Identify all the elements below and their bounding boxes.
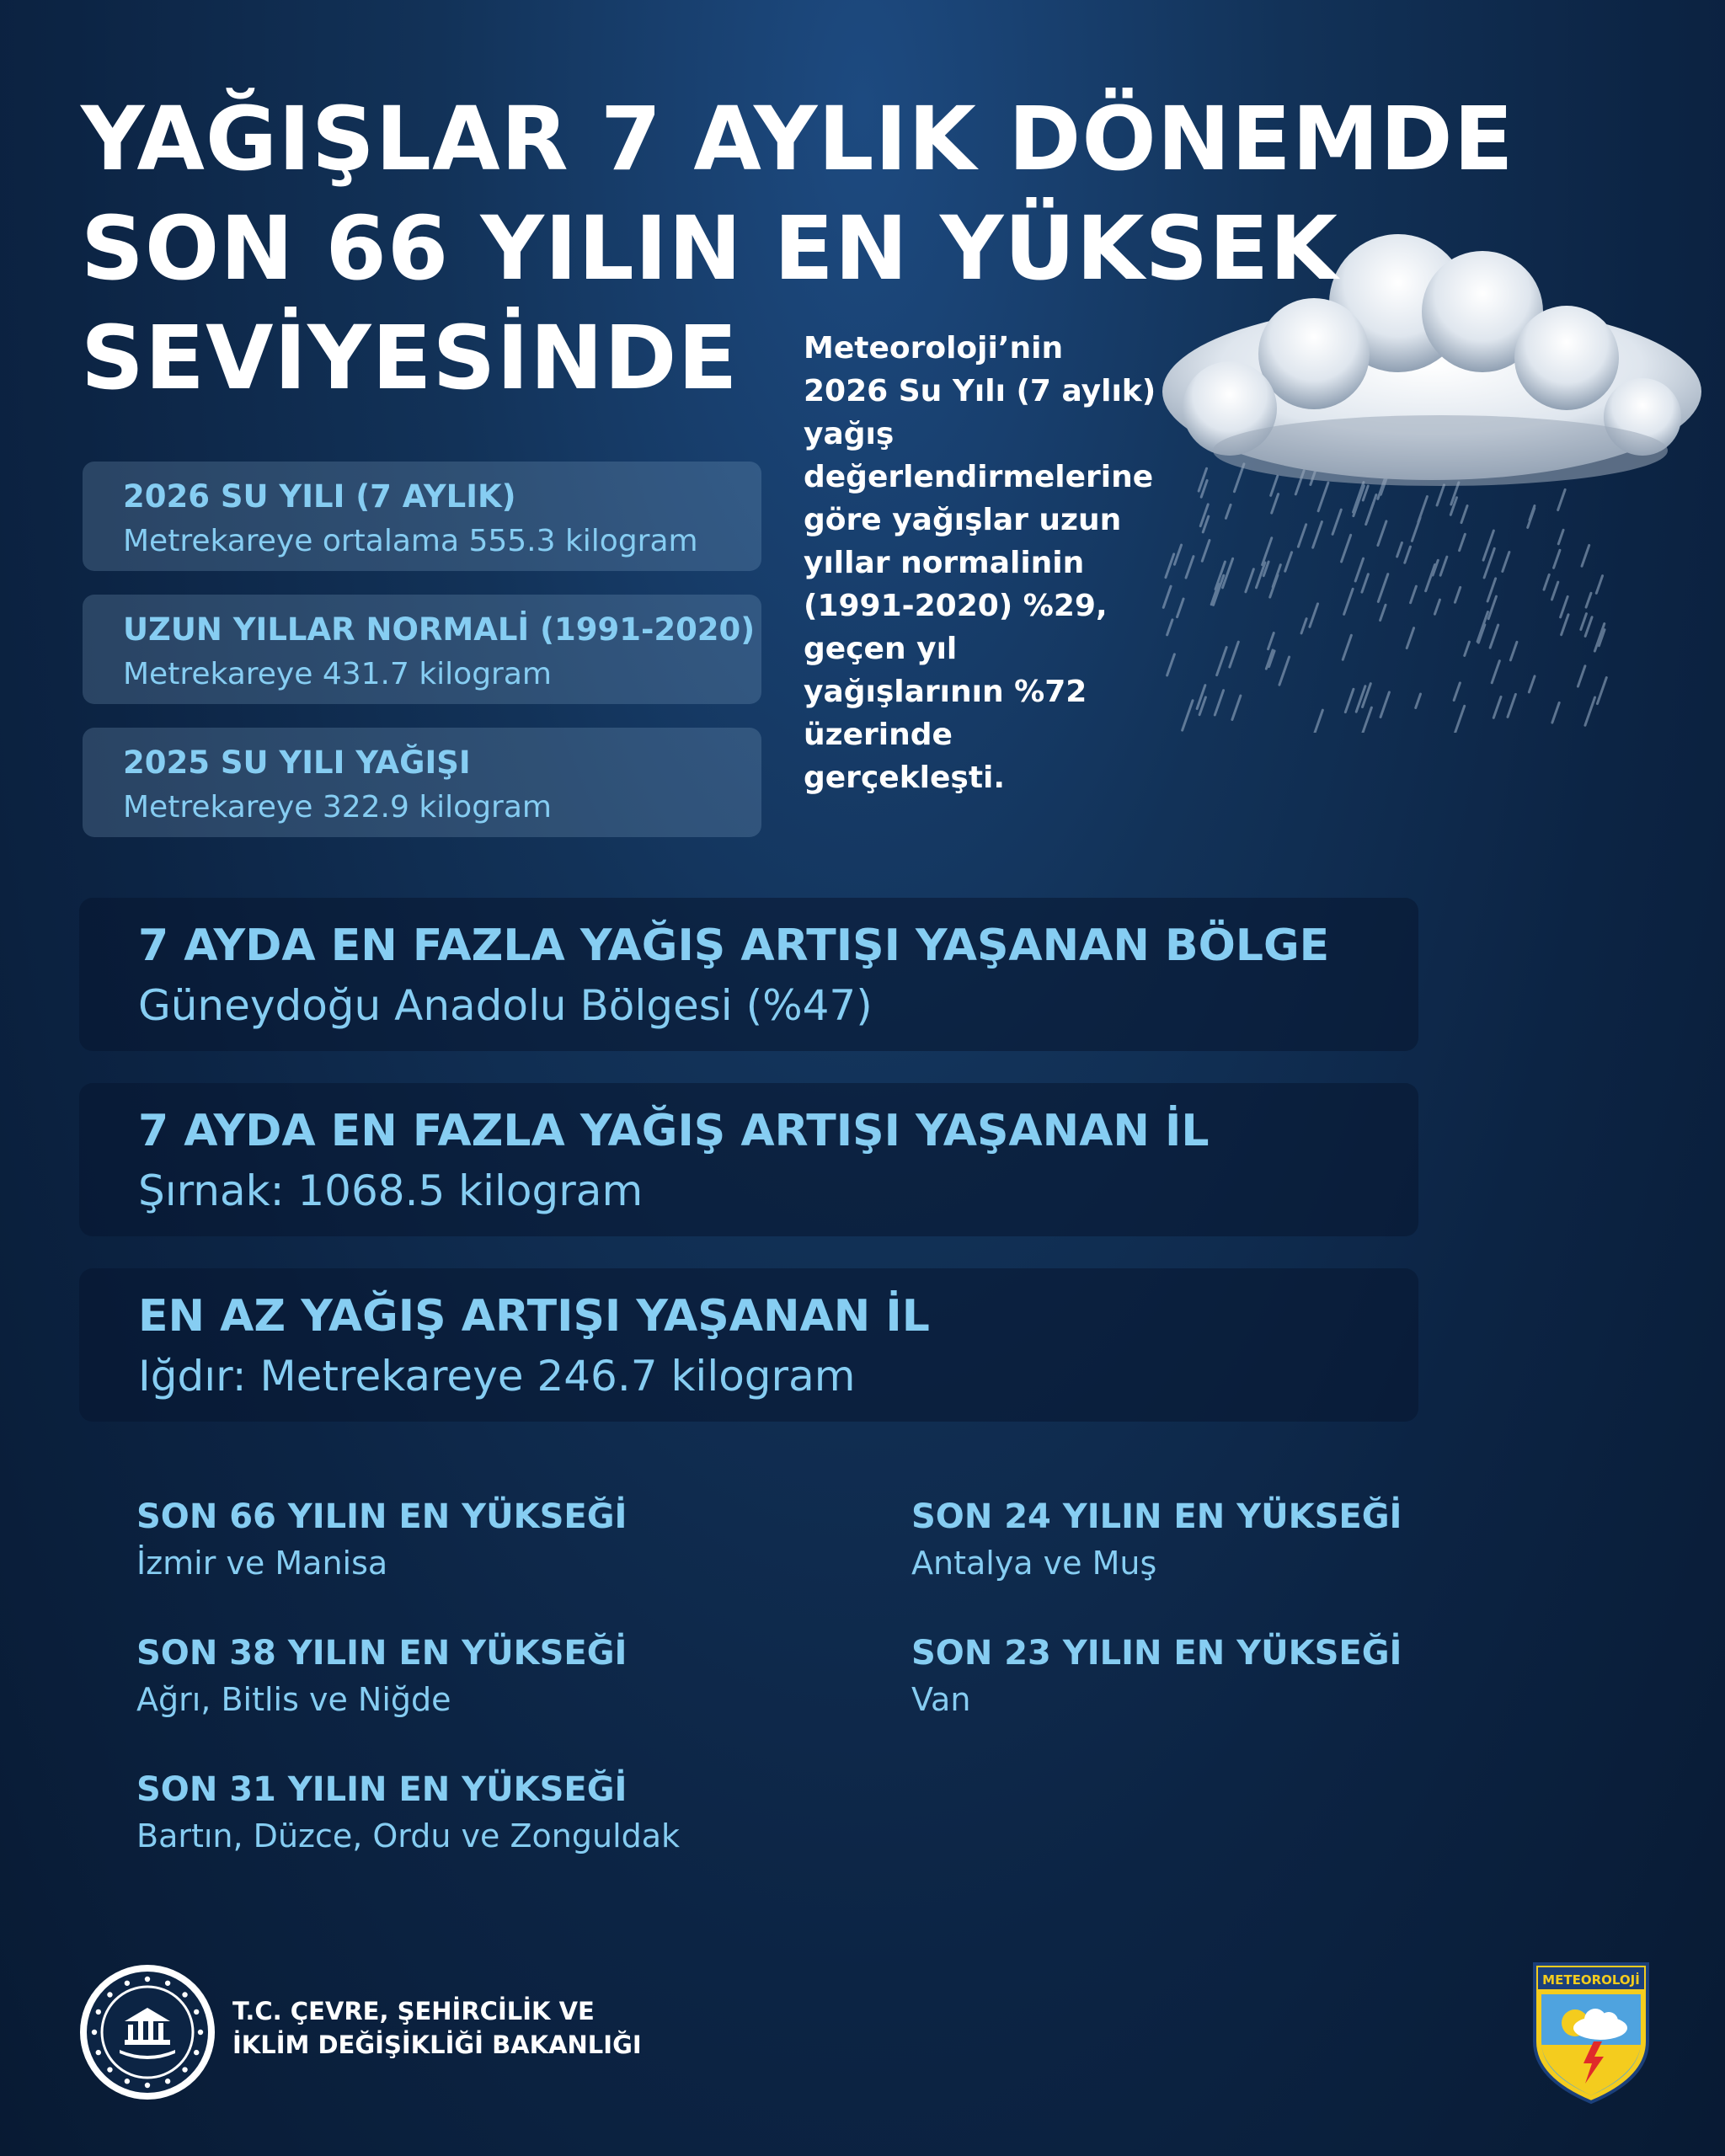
rain-streak — [1381, 605, 1386, 620]
highlight-heading: EN AZ YAĞIŞ ARTIŞI YAŞANAN İL — [138, 1291, 930, 1342]
rain-streak — [1313, 522, 1322, 548]
record-item — [136, 1492, 627, 1585]
seal-star — [92, 2030, 97, 2035]
seal-star — [194, 2009, 199, 2015]
rain-streak — [1271, 476, 1278, 495]
record-value: Van — [911, 1681, 971, 1718]
seal-star — [96, 2050, 101, 2055]
seal-star — [165, 1981, 170, 1986]
ministry-name — [232, 1994, 642, 2062]
rain-streak — [1362, 707, 1372, 733]
info-box-value: Metrekareye 431.7 kilogram — [123, 657, 552, 691]
rain-streak — [1246, 569, 1253, 592]
info-box-normal — [83, 595, 761, 704]
rain-streak — [1163, 586, 1171, 607]
rain-streak — [1426, 565, 1435, 591]
seal-star — [194, 2050, 199, 2055]
rain-streak — [1493, 696, 1501, 718]
rain-streak — [1492, 661, 1499, 683]
record-value: Antalya ve Muş — [911, 1545, 1157, 1582]
rain-streak — [1597, 678, 1606, 704]
seal-star — [125, 1981, 130, 1986]
rain-streak — [1342, 535, 1351, 562]
rain-streak — [1508, 694, 1515, 717]
rain-streak — [1345, 689, 1354, 712]
rain-streak — [1465, 642, 1470, 655]
rain-streak — [1585, 617, 1592, 637]
rain-streak — [1272, 494, 1279, 514]
rain-streak — [1234, 464, 1243, 492]
title-line: SON 66 YILIN EN YÜKSEK — [81, 197, 1338, 300]
rain-streak — [1455, 706, 1465, 733]
record-item — [911, 1629, 1402, 1721]
title-line: YAĞIŞLAR 7 AYLIK DÖNEMDE — [81, 88, 1514, 190]
highlight-value: Iğdır: Metrekareye 246.7 kilogram — [138, 1352, 856, 1401]
rain-streak — [1298, 525, 1306, 547]
info-box-heading: 2026 SU YILI (7 AYLIK) — [123, 478, 516, 515]
title-line: SEVİYESİNDE — [81, 307, 739, 409]
rain-streak — [1578, 666, 1584, 686]
seal-star — [165, 2079, 170, 2084]
highlight-province-min — [79, 1268, 1418, 1422]
rain-streak — [1440, 557, 1447, 575]
rain-streak — [1558, 489, 1565, 510]
record-value: Bartın, Düzce, Ordu ve Zonguldak — [136, 1817, 681, 1854]
rain-streak — [1232, 696, 1241, 719]
rain-streak — [1285, 552, 1292, 571]
rain-streak — [1215, 691, 1223, 715]
rain-streak — [1366, 503, 1374, 525]
info-box-2026 — [83, 462, 761, 571]
info-box-heading: UZUN YILLAR NORMALİ (1991-2020) — [123, 611, 756, 648]
rain-streak — [1581, 614, 1587, 630]
info-box-2025 — [83, 728, 761, 837]
info-box-value: Metrekareye ortalama 555.3 kilogram — [123, 524, 698, 558]
seal-star — [107, 2067, 112, 2072]
rain-streak — [1477, 611, 1487, 641]
ministry-seal-icon — [77, 1962, 217, 2102]
rain-streak — [1586, 593, 1591, 607]
highlight-heading: 7 AYDA EN FAZLA YAĞIŞ ARTIŞI YAŞANAN İL — [138, 1106, 1210, 1156]
rain-streak — [1562, 615, 1568, 635]
rain-streak — [1378, 521, 1386, 546]
rain-streak — [1434, 600, 1439, 614]
record-item — [136, 1765, 680, 1858]
rain-streak — [1226, 504, 1231, 518]
seal-star — [145, 2083, 150, 2088]
info-box-heading: 2025 SU YILI YAĞIŞI — [123, 744, 471, 781]
rain-streak — [1344, 589, 1354, 614]
rain-streak — [1354, 483, 1364, 512]
rain-streak — [1529, 676, 1535, 692]
rain-streak — [1461, 506, 1467, 523]
rain-streak — [1411, 586, 1417, 603]
highlight-province-max — [79, 1083, 1418, 1236]
rain-streak — [1166, 554, 1174, 578]
met-logo-text: METEOROLOJİ — [1542, 1972, 1640, 1988]
rain-streak — [1313, 710, 1322, 733]
rain-streak — [1585, 697, 1595, 725]
rain-streak — [1510, 642, 1517, 660]
rain-streak — [1551, 582, 1557, 600]
record-heading: SON 23 YILIN EN YÜKSEĞİ — [911, 1634, 1402, 1673]
record-value: İzmir ve Manisa — [136, 1545, 388, 1582]
rain-streak — [1167, 654, 1175, 675]
rain-streak — [1561, 596, 1568, 616]
record-heading: SON 24 YILIN EN YÜKSEĞİ — [911, 1497, 1402, 1536]
rain-streak — [1301, 619, 1306, 633]
rain-streak — [1332, 510, 1341, 534]
rain-streak — [1405, 547, 1411, 563]
seal-star — [182, 2067, 187, 2072]
rain-streak — [1582, 545, 1589, 566]
rain-streak — [1268, 633, 1274, 649]
meteoroloji-shield-icon — [1531, 1961, 1651, 2105]
rain-streak — [1355, 558, 1363, 581]
rain-streak — [1362, 574, 1368, 592]
rain-streak — [1416, 694, 1421, 707]
highlight-value: Şırnak: 1068.5 kilogram — [138, 1166, 644, 1215]
record-item — [136, 1629, 627, 1721]
rain-streak — [1310, 604, 1318, 627]
record-heading: SON 66 YILIN EN YÜKSEĞİ — [136, 1497, 628, 1536]
rain-streak — [1460, 534, 1466, 550]
rain-streak — [1263, 538, 1272, 565]
rain-streak — [1544, 574, 1549, 590]
rain-streak — [1437, 485, 1444, 505]
rain-streak — [1503, 552, 1509, 572]
highlight-value: Güneydoğu Anadolu Bölgesi (%47) — [138, 981, 873, 1030]
seal-star — [145, 1977, 150, 1982]
rain-streak — [1487, 579, 1495, 601]
rain-streak — [1343, 635, 1351, 659]
rain-streak — [1397, 542, 1402, 556]
seal-star — [125, 2079, 130, 2084]
rain-streak — [1378, 574, 1387, 602]
ministry-name-line: İKLİM DEĞİŞİKLİĞİ BAKANLIĞI — [232, 2031, 642, 2059]
ministry-name-line: T.C. ÇEVRE, ŞEHİRCİLİK VE — [232, 1997, 595, 2025]
rain-streak — [1318, 483, 1328, 511]
info-box-value: Metrekareye 322.9 kilogram — [123, 790, 552, 825]
record-heading: SON 38 YILIN EN YÜKSEĞİ — [136, 1634, 628, 1673]
rain-streak — [1230, 642, 1238, 667]
rain-streak — [1178, 599, 1184, 617]
rain-streak — [1558, 530, 1563, 543]
summary-paragraph: Meteoroloji’nin 2026 Su Yılı (7 aylık) yağış değerlendirmelerine göre yağışlar uzun yıllar normalinin (1991-2020) %29, geçen yıl yağışlarının %72 üzerinde gerçekleşti. — [804, 331, 1156, 795]
rain-streak — [1273, 565, 1280, 587]
rain-streak — [1167, 620, 1172, 635]
rain-streak — [1183, 701, 1193, 730]
rain-streak — [1279, 657, 1290, 685]
rain-streak — [1528, 509, 1535, 528]
rain-streak — [1217, 648, 1227, 675]
rain-streak — [1554, 550, 1560, 568]
seal-star — [96, 2009, 101, 2015]
seal-star — [198, 2030, 203, 2035]
seal-star — [182, 1992, 187, 1997]
rain-streak — [1488, 596, 1496, 619]
rain-streak — [1596, 576, 1602, 594]
rain-streak — [1454, 683, 1460, 701]
record-value: Ağrı, Bitlis ve Niğde — [136, 1681, 451, 1718]
rain-streak — [1174, 545, 1181, 564]
highlight-heading: 7 AYDA EN FAZLA YAĞIŞ ARTIŞI YAŞANAN BÖLGE — [138, 921, 1330, 971]
record-heading: SON 31 YILIN EN YÜKSEĞİ — [136, 1770, 628, 1809]
record-item — [911, 1492, 1402, 1585]
rain-streak — [1407, 628, 1413, 648]
rain-streak — [1552, 702, 1559, 723]
rain-streak — [1490, 625, 1498, 648]
rain-streak — [1455, 587, 1460, 602]
rain-streak — [1186, 557, 1194, 578]
rain-streak — [1412, 518, 1420, 542]
rain-streak — [1202, 541, 1210, 562]
seal-star — [107, 1992, 112, 1997]
rain-streak — [1381, 692, 1389, 718]
highlight-region — [79, 898, 1418, 1051]
